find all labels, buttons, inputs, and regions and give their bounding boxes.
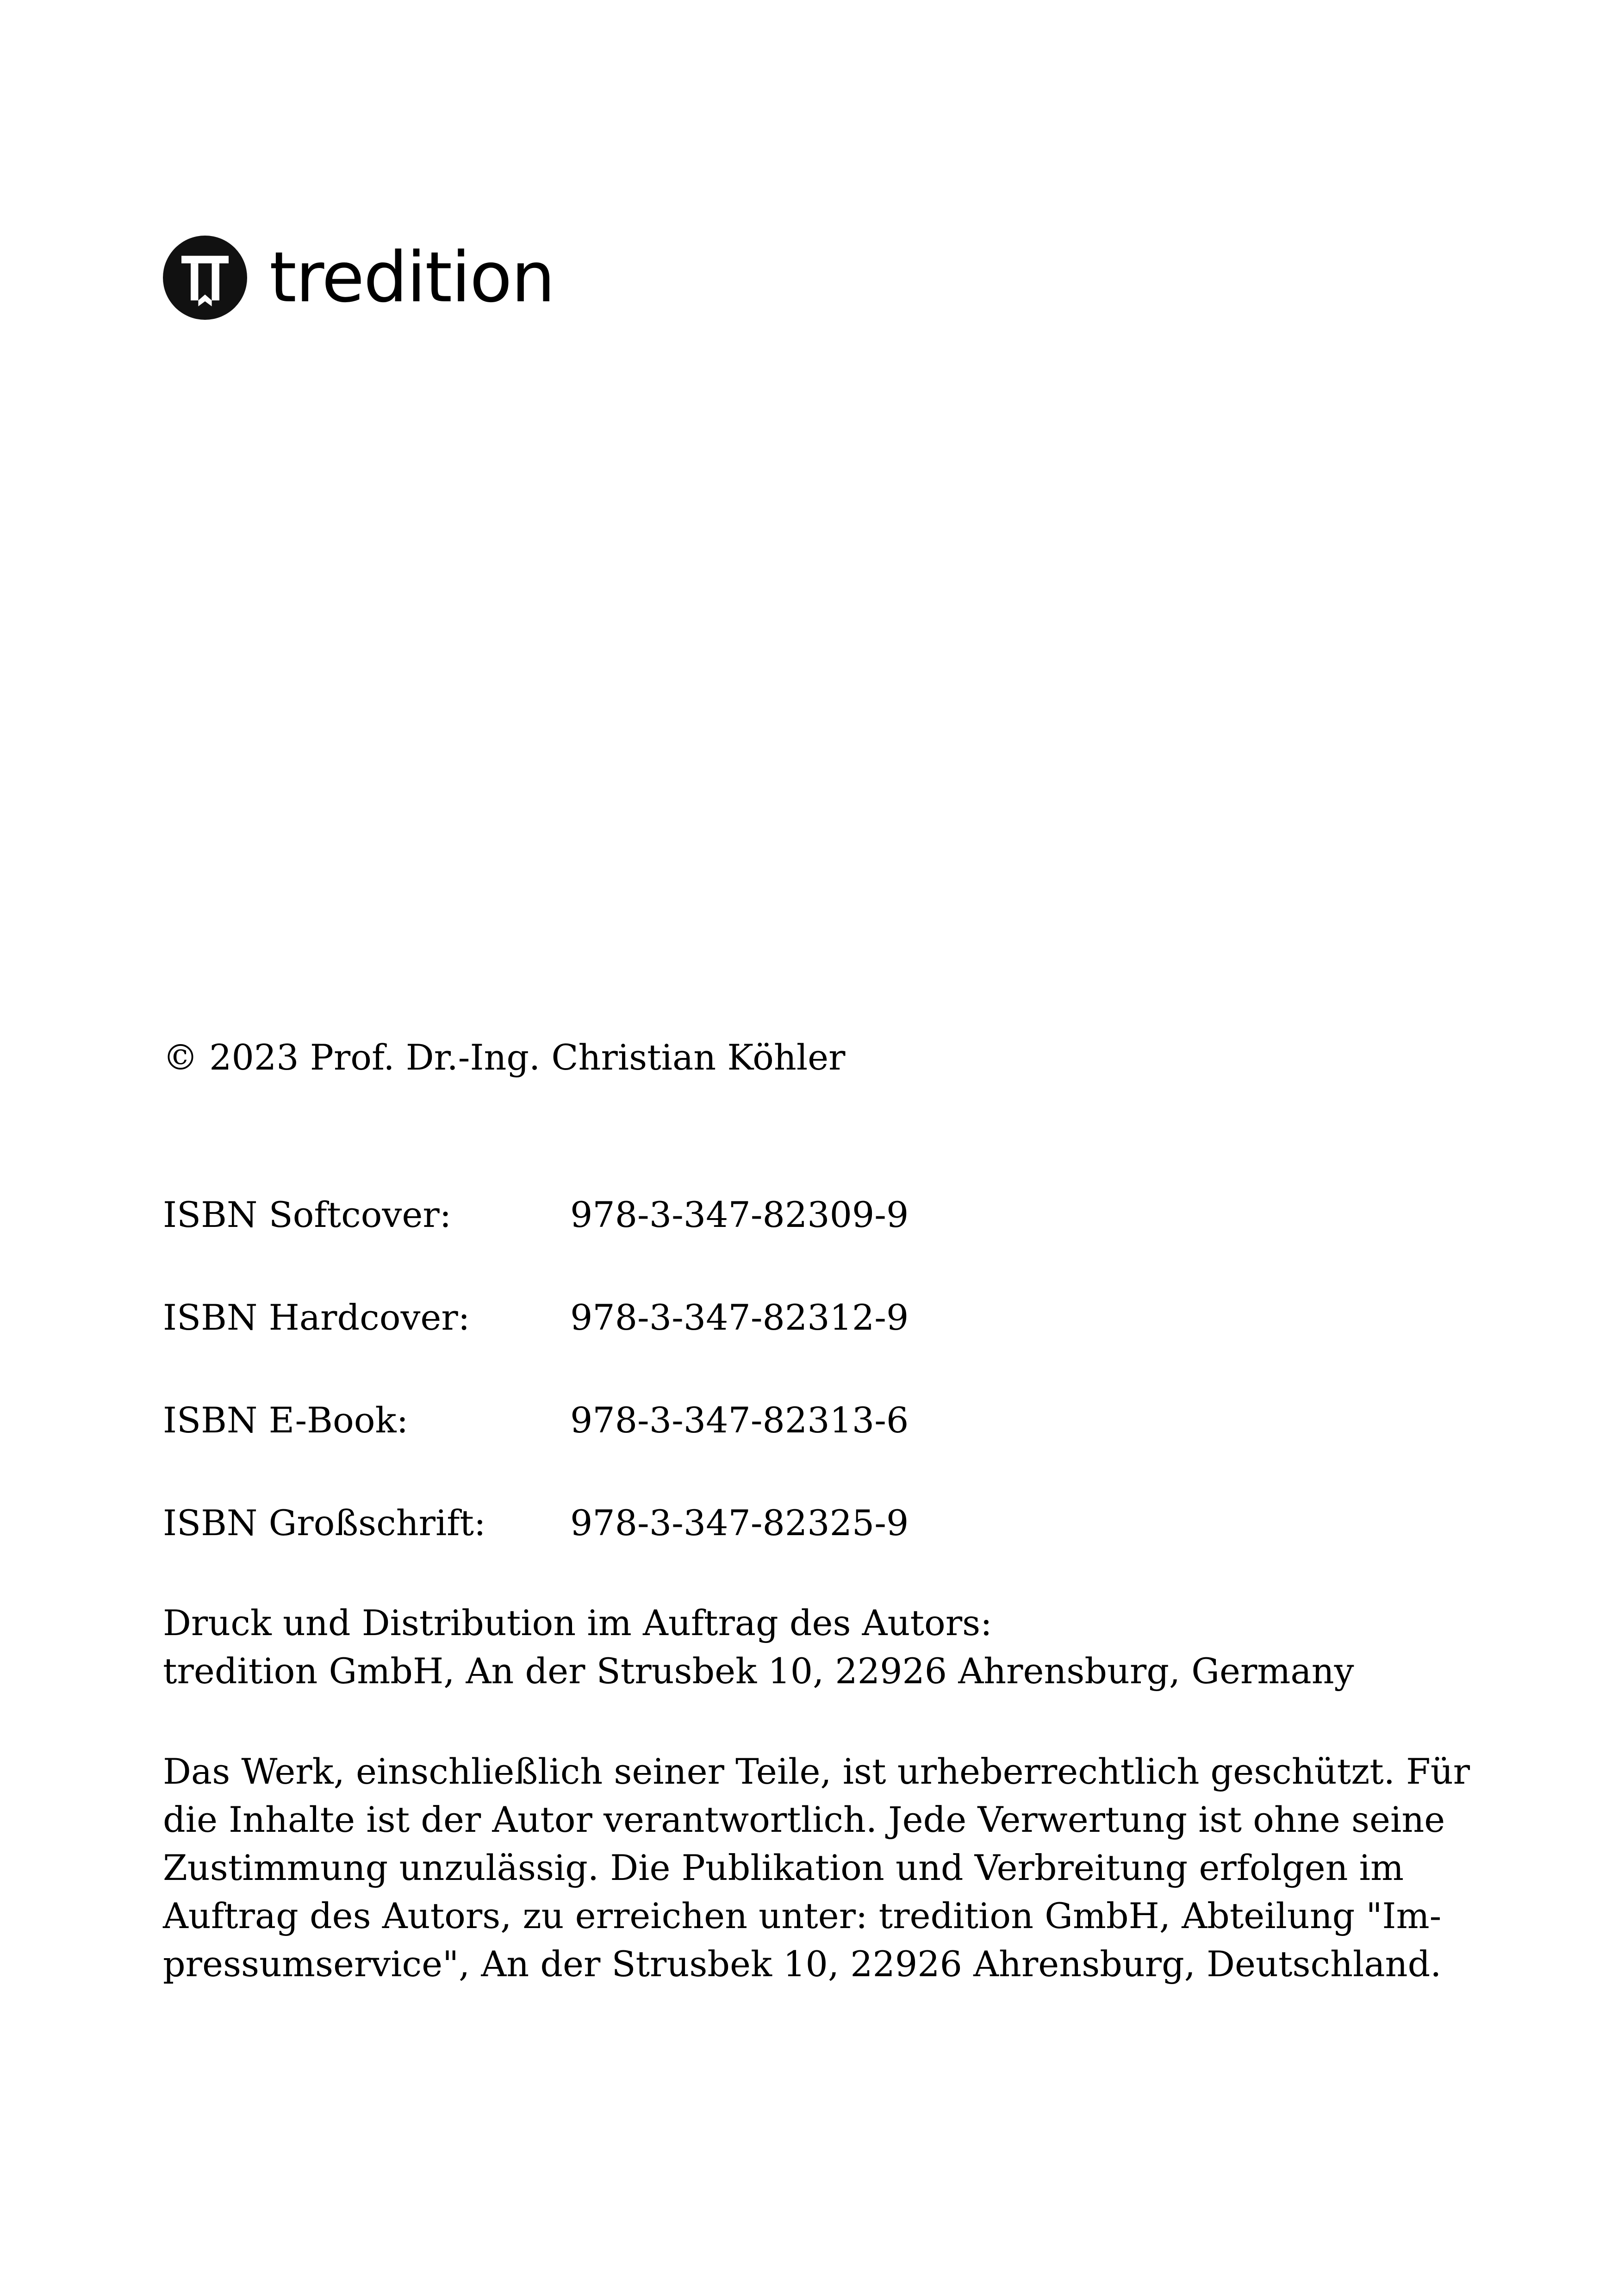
copyright-line: © 2023 Prof. Dr.-Ing. Christian Köhler [163,1037,846,1078]
isbn-value: 978-3-347-82325-9 [570,1502,909,1543]
isbn-value: 978-3-347-82309-9 [570,1194,909,1235]
distribution-notice [163,1599,1354,1695]
legal-line: Zustimmung unzulässig. Die Publikation und Verbreitung erfolgen im [163,1847,1404,1888]
publisher-logo [163,231,554,324]
legal-line: Das Werk, einschließlich seiner Teile, ist urheberrechtlich geschützt. Für [163,1751,1470,1792]
isbn-value: 978-3-347-82312-9 [570,1297,909,1338]
distribution-line: Druck und Distribution im Auftrag des Autors: [163,1602,992,1643]
tredition-t-icon [163,236,247,320]
legal-line: die Inhalte ist der Autor verantwortlich. Jede Verwertung ist ohne seine [163,1799,1445,1840]
legal-notice [163,1748,1470,1988]
isbn-value: 978-3-347-82313-6 [570,1400,909,1441]
legal-line: pressumservice", An der Strusbek 10, 22926 Ahrensburg, Deutschland. [163,1943,1442,1985]
isbn-label: ISBN E-Book: [163,1400,409,1441]
publisher-wordmark: tredition [269,237,554,318]
isbn-label: ISBN Hardcover: [163,1297,470,1338]
isbn-label: ISBN Großschrift: [163,1502,486,1543]
isbn-label: ISBN Softcover: [163,1194,452,1235]
distribution-line: tredition GmbH, An der Strusbek 10, 22926 Ahrensburg, Germany [163,1650,1354,1692]
legal-line: Auftrag des Autors, zu erreichen unter: tredition GmbH, Abteilung "Im- [163,1895,1442,1936]
